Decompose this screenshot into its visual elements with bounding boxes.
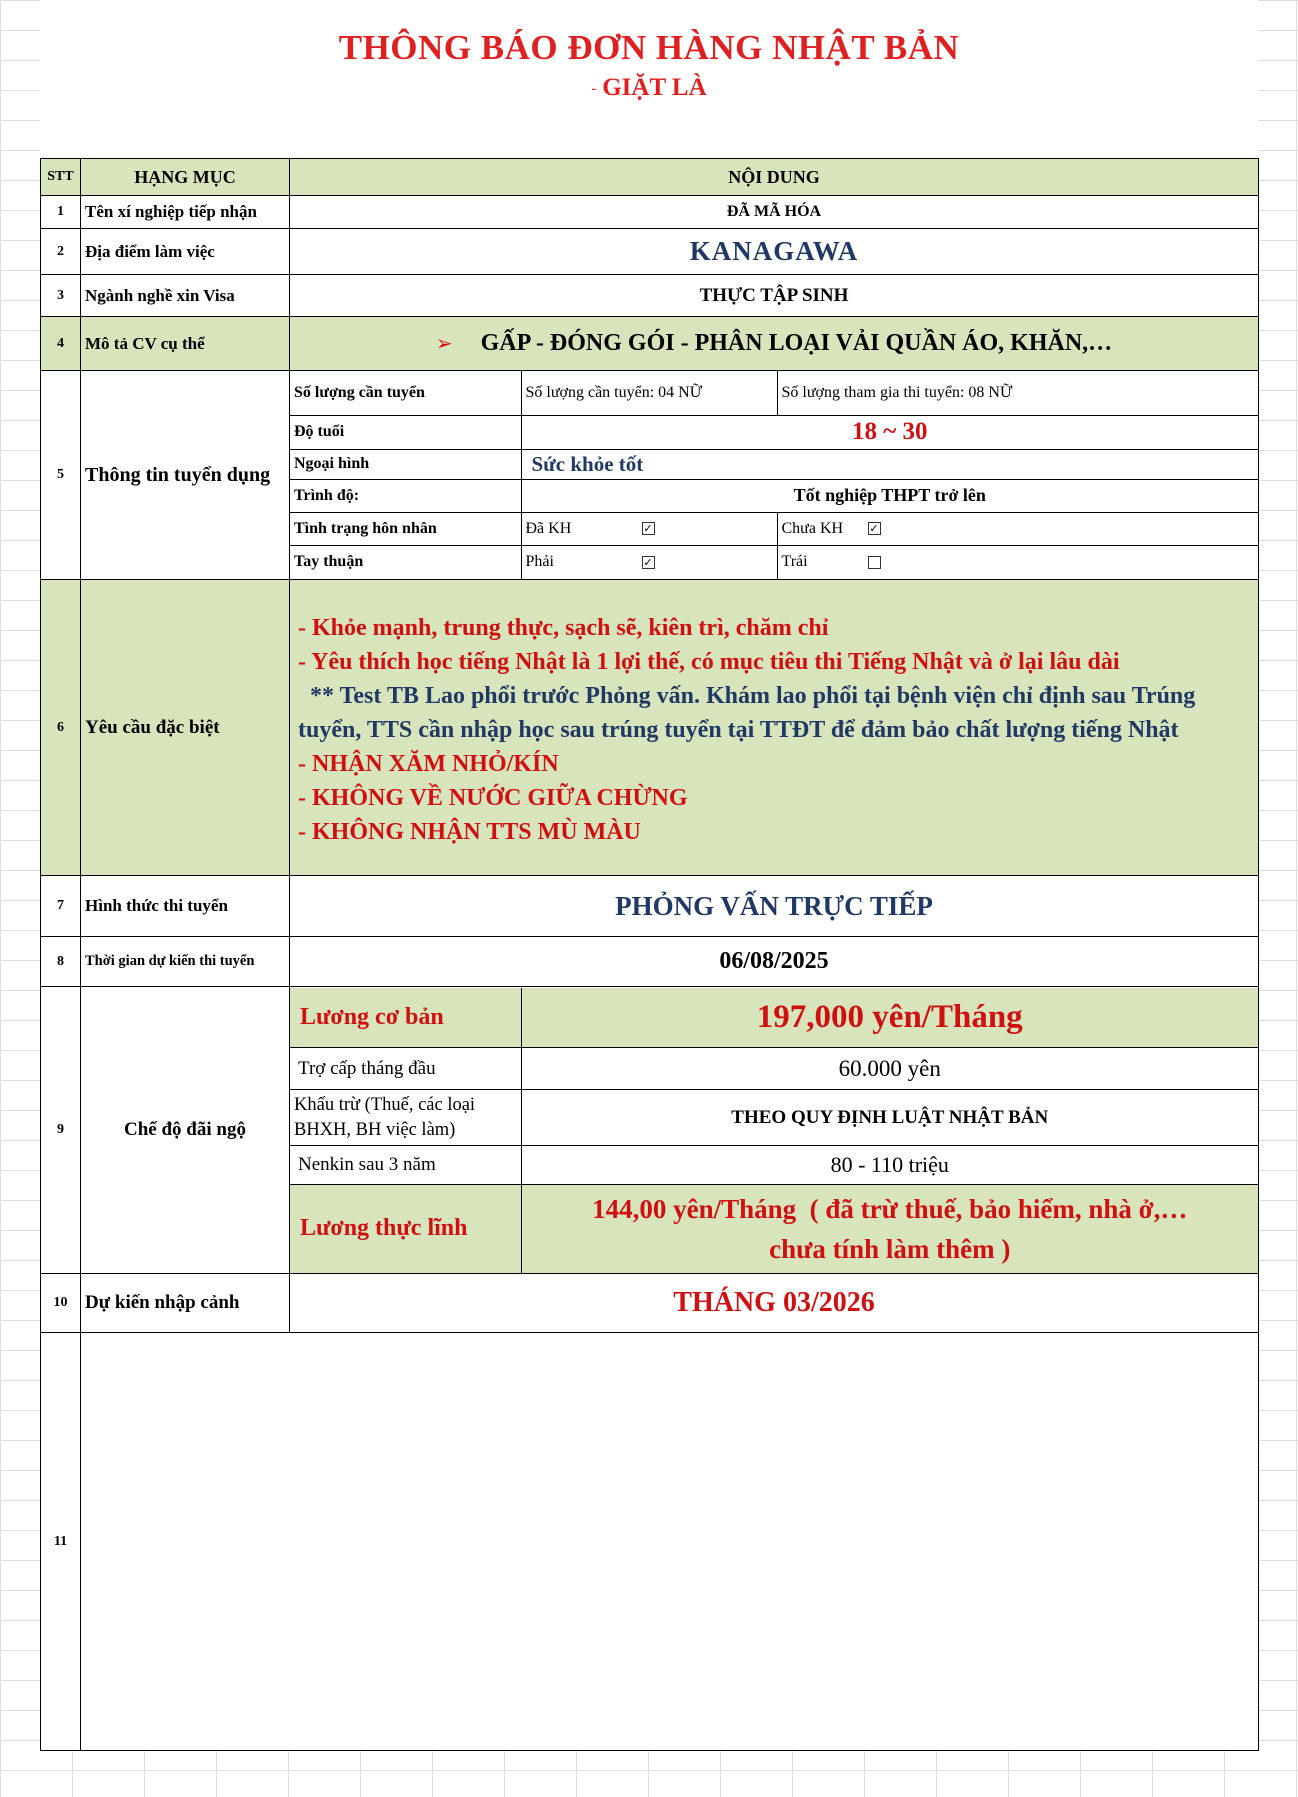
appearance-row: [290, 449, 1258, 479]
appearance-value: Sức khỏe tốt: [521, 449, 1258, 479]
header-row: [41, 159, 1259, 196]
requirement-color-blind: - KHÔNG NHẬN TTS MÙ MÀU: [298, 818, 641, 845]
nenkin-row: [290, 1146, 1258, 1185]
qty-exam-value: Số lượng tham gia thi tuyển: 08 NỮ: [777, 371, 1258, 415]
age-value: 18 ~ 30: [521, 415, 1258, 449]
allowance-label: Trợ cấp tháng đầu: [290, 1048, 521, 1090]
row-category: Mô tả CV cụ thể: [81, 317, 290, 371]
row-exam-date: [41, 937, 1259, 987]
row-category: Hình thức thi tuyển: [81, 876, 290, 937]
company-value: ĐÃ MÃ HÓA: [290, 196, 1259, 229]
job-description: [290, 317, 1259, 371]
row-location: [41, 229, 1259, 275]
requirement-japanese: - Yêu thích học tiếng Nhật là 1 lợi thế, có mục tiêu thi Tiếng Nhật và ở lại lâu dài: [298, 648, 1120, 675]
married-checkbox-icon[interactable]: ✓: [643, 522, 653, 536]
row-category: Yêu cầu đặc biệt: [81, 580, 290, 876]
nenkin-value: 80 - 110 triệu: [521, 1146, 1258, 1185]
education-row: [290, 479, 1258, 512]
requirement-tb-test: ** Test TB Lao phổi trước Phỏng vấn. Khám lao phổi tại bệnh viện chỉ định sau Trúng tuyển, TTS cần nhập học sau trúng tuyển tại TTĐT để đảm bảo chất lượng tiếng Nhật: [298, 682, 1202, 743]
page-title: THÔNG BÁO ĐƠN HÀNG NHẬT BẢN: [338, 28, 960, 67]
arrow-icon: ➢: [435, 331, 453, 355]
age-row: [290, 415, 1258, 449]
row-category: Địa điểm làm việc: [81, 229, 290, 275]
left-hand-label: Trái: [781, 553, 808, 571]
exam-form-value: PHỎNG VẤN TRỰC TIẾP: [290, 876, 1259, 937]
qty-value: Số lượng cần tuyển: 04 NỮ: [521, 371, 777, 415]
header-stt: STT: [41, 159, 81, 196]
row-company: [41, 196, 1259, 229]
row-number: 3: [41, 275, 81, 317]
order-table: [40, 158, 1259, 1751]
row-number: 5: [41, 371, 81, 580]
row-special-requirements: [41, 580, 1259, 876]
row-number: 11: [41, 1333, 81, 1751]
left-hand-checkbox-icon[interactable]: [868, 556, 881, 569]
net-salary-row: [290, 1185, 1258, 1273]
row-number: 9: [41, 987, 81, 1274]
deduction-value: THEO QUY ĐỊNH LUẬT NHẬT BẢN: [521, 1090, 1258, 1146]
deduction-label: Khấu trừ (Thuế, các loại BHXH, BH việc làm): [290, 1090, 521, 1146]
net-salary-line-2: chưa tính làm thêm ): [769, 1233, 1011, 1264]
row-number: 1: [41, 196, 81, 229]
row-number: 6: [41, 580, 81, 876]
row-exam-form: [41, 876, 1259, 937]
hand-label: Tay thuận: [290, 545, 521, 579]
row-category: Tên xí nghiệp tiếp nhận: [81, 196, 290, 229]
row-number: 8: [41, 937, 81, 987]
qty-label: Số lượng cần tuyển: [290, 371, 521, 415]
recruitment-subtable-cell: [290, 371, 1259, 580]
single-checkbox-icon[interactable]: ✓: [869, 522, 879, 536]
photos-cell: [81, 1333, 1259, 1751]
marital-label: Tình trạng hôn nhân: [290, 512, 521, 545]
row-number: 7: [41, 876, 81, 937]
row-job-description: [41, 317, 1259, 371]
subtitle-text: GIẶT LÀ: [602, 74, 707, 101]
title-area: [40, 0, 1258, 158]
right-hand-option: [521, 545, 777, 579]
special-requirements: [290, 580, 1259, 876]
requirement-tattoo: - NHẬN XĂM NHỎ/KÍN: [298, 750, 559, 777]
net-salary-value: [521, 1185, 1258, 1273]
row-entry-date: [41, 1274, 1259, 1333]
recruitment-subtable: [290, 371, 1258, 579]
base-salary-row: [290, 988, 1258, 1048]
row-number: 4: [41, 317, 81, 371]
hand-row: [290, 545, 1258, 579]
single-option: [777, 512, 1258, 545]
row-photos: [41, 1333, 1259, 1751]
row-number: 2: [41, 229, 81, 275]
row-number: 10: [41, 1274, 81, 1333]
page-subtitle: [40, 74, 1258, 102]
allowance-value: 60.000 yên: [521, 1048, 1258, 1090]
base-salary-value: 197,000 yên/Tháng: [521, 988, 1258, 1048]
row-category: Dự kiến nhập cảnh: [81, 1274, 290, 1333]
header-category: HẠNG MỤC: [81, 159, 290, 196]
deduction-row: [290, 1090, 1258, 1146]
entry-date-value: THÁNG 03/2026: [290, 1274, 1259, 1333]
right-hand-checkbox-icon[interactable]: ✓: [643, 556, 653, 570]
requirement-health: - Khỏe mạnh, trung thực, sạch sẽ, kiên trì, chăm chỉ: [298, 614, 829, 641]
allowance-row: [290, 1048, 1258, 1090]
requirement-no-return: - KHÔNG VỀ NƯỚC GIỮA CHỪNG: [298, 784, 688, 811]
benefits-subtable-cell: [290, 987, 1259, 1274]
education-label: Trình độ:: [290, 479, 521, 512]
benefits-subtable: [290, 988, 1258, 1273]
visa-value: THỰC TẬP SINH: [290, 275, 1259, 317]
row-category: Chế độ đãi ngộ: [81, 987, 290, 1274]
single-label: Chưa KH: [781, 519, 844, 537]
left-hand-option: [777, 545, 1258, 579]
net-salary-label: Lương thực lĩnh: [290, 1185, 521, 1273]
header-content: NỘI DUNG: [290, 159, 1259, 196]
qty-row: [290, 371, 1258, 415]
net-salary-line-1: 144,00 yên/Tháng ( đã trừ thuế, bảo hiểm, nhà ở,…: [592, 1193, 1188, 1224]
nenkin-label: Nenkin sau 3 năm: [290, 1146, 521, 1185]
location-value: KANAGAWA: [290, 229, 1259, 275]
row-benefits: [41, 987, 1259, 1274]
right-hand-label: Phải: [525, 553, 554, 571]
row-recruitment-info: [41, 371, 1259, 580]
job-description-text: GẤP - ĐÓNG GÓI - PHÂN LOẠI VẢI QUẦN ÁO, KHĂN,…: [480, 330, 1113, 356]
married-label: Đã KH: [525, 519, 572, 537]
row-category: Thời gian dự kiến thi tuyển: [81, 937, 290, 987]
exam-date-value: 06/08/2025: [290, 937, 1259, 987]
education-value: Tốt nghiệp THPT trở lên: [521, 479, 1258, 512]
marital-row: [290, 512, 1258, 545]
base-salary-label: Lương cơ bản: [290, 988, 521, 1048]
subtitle-dash: -: [591, 81, 596, 97]
married-option: [521, 512, 777, 545]
row-category: Thông tin tuyển dụng: [81, 371, 290, 580]
row-visa: [41, 275, 1259, 317]
row-category: Ngành nghề xin Visa: [81, 275, 290, 317]
appearance-label: Ngoại hình: [290, 449, 521, 479]
age-label: Độ tuổi: [290, 415, 521, 449]
